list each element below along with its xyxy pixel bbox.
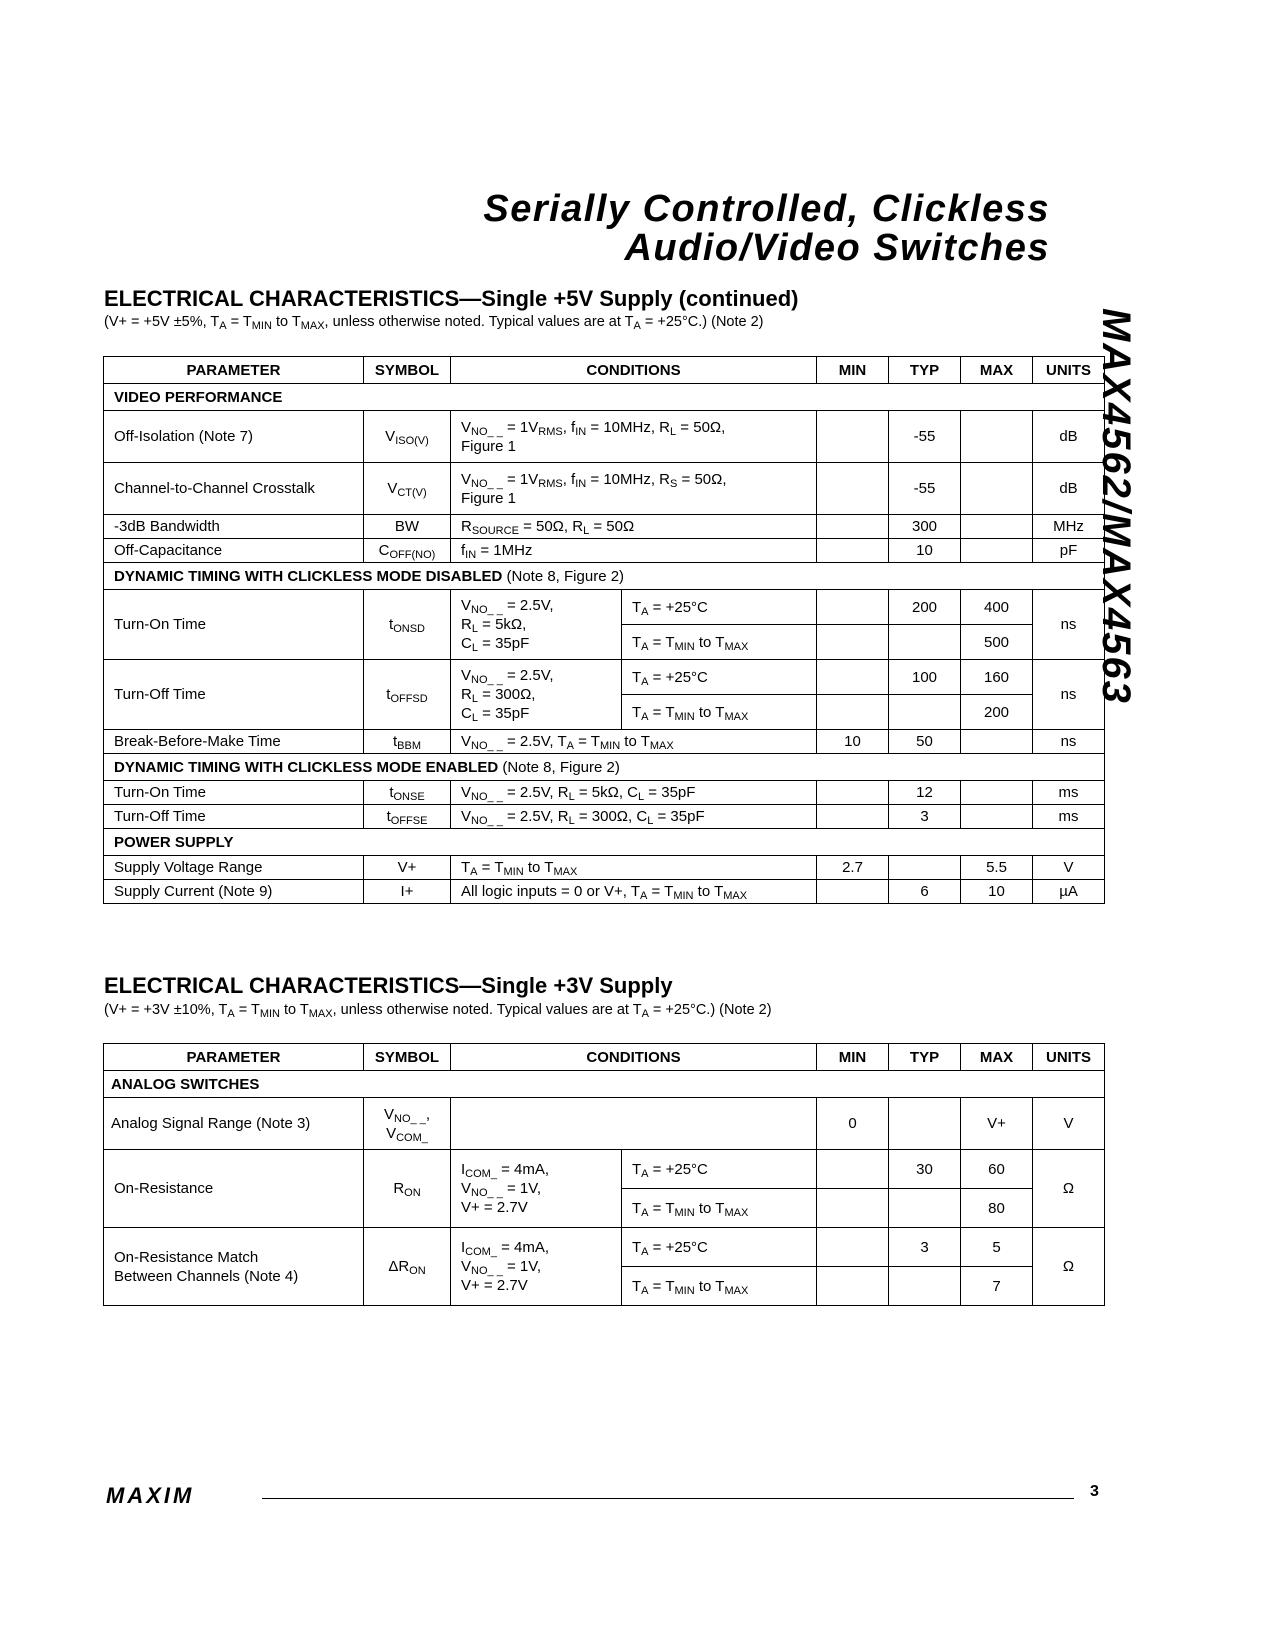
header-units: UNITS <box>1033 357 1105 384</box>
maxim-logo <box>106 1486 248 1511</box>
param-cell: Off-Capacitance <box>104 539 364 563</box>
max-cell: 5.5 <box>961 856 1033 880</box>
table-row <box>104 590 1105 625</box>
conditions-cell: All logic inputs = 0 or V+, $T_A = T_{MIN}$ to $T_{MAX}$ <box>451 880 817 904</box>
max-cell: 80 <box>961 1189 1033 1228</box>
conditions-cell: $V_{NO\_ \_} = 2.5V$, $R_L = 300\Omega$, $C_L = 35pF$ <box>451 805 817 829</box>
table-row <box>104 463 1105 515</box>
min-cell: 0 <box>817 1098 889 1150</box>
conditions-cell: $R_{SOURCE} = 50\Omega$, $R_L = 50\Omega$ <box>451 515 817 539</box>
units-cell: ns <box>1033 660 1105 730</box>
max-cell: 200 <box>961 695 1033 730</box>
typ-cell: 6 <box>889 880 961 904</box>
min-cell <box>817 1189 889 1228</box>
header-max: MAX <box>961 357 1033 384</box>
group-video-performance: VIDEO PERFORMANCE <box>104 384 1105 411</box>
units-cell: ns <box>1033 590 1105 660</box>
table-row <box>104 515 1105 539</box>
section-heading-5v: ELECTRICAL CHARACTERISTICS—Single +5V Supply (continued) <box>104 286 799 311</box>
param-cell: Supply Voltage Range <box>104 856 364 880</box>
symbol-cell: $V_{NO\_ \_}$, $V_{COM\_}$ <box>364 1098 451 1150</box>
header-min: MIN <box>817 357 889 384</box>
param-cell: Turn-Off Time <box>104 805 364 829</box>
header-typ: TYP <box>889 357 961 384</box>
param-cell: Turn-On Time <box>104 781 364 805</box>
table-row <box>104 856 1105 880</box>
param-cell: Off-Isolation (Note 7) <box>104 411 364 463</box>
conditions-cell: $V_{NO\_ \_} = 2.5V$, $R_L = 5k\Omega$, $C_L = 35pF$ <box>451 781 817 805</box>
header-min: MIN <box>817 1044 889 1071</box>
table-row <box>104 781 1105 805</box>
symbol-cell: $t_{ONSD}$ <box>364 590 451 660</box>
min-cell <box>817 805 889 829</box>
typ-cell: 3 <box>889 1228 961 1267</box>
max-cell: 160 <box>961 660 1033 695</box>
conditions-cell: $T_A = T_{MIN}$ to $T_{MAX}$ <box>451 856 817 880</box>
units-cell: V <box>1033 856 1105 880</box>
units-cell: Ω <box>1033 1228 1105 1306</box>
max-cell: 7 <box>961 1267 1033 1306</box>
temp-condition-cell: $T_A = +25^\circ C$ <box>622 660 817 695</box>
symbol-cell: $t_{OFFSD}$ <box>364 660 451 730</box>
param-cell: -3dB Bandwidth <box>104 515 364 539</box>
typ-cell: 100 <box>889 660 961 695</box>
max-cell <box>961 730 1033 754</box>
table-row <box>104 730 1105 754</box>
typ-cell <box>889 1189 961 1228</box>
typ-cell: -55 <box>889 463 961 515</box>
typ-cell <box>889 625 961 660</box>
group-analog-switches: ANALOG SWITCHES <box>104 1071 1105 1098</box>
max-cell <box>961 539 1033 563</box>
group-dynamic-disabled: DYNAMIC TIMING WITH CLICKLESS MODE DISABLED (Note 8, Figure 2) <box>104 563 1105 590</box>
header-symbol: SYMBOL <box>364 357 451 384</box>
min-cell <box>817 539 889 563</box>
conditions-cell: $I_{COM\_} = 4mA$, $V_{NO\_ \_} = 1V$, V+ = 2.7V <box>451 1150 622 1228</box>
temp-condition-cell: $T_A = +25^\circ C$ <box>622 1150 817 1189</box>
group-row <box>104 829 1105 856</box>
max-cell <box>961 411 1033 463</box>
symbol-cell: V+ <box>364 856 451 880</box>
min-cell <box>817 880 889 904</box>
symbol-cell: $t_{BBM}$ <box>364 730 451 754</box>
header-parameter: PARAMETER <box>104 1044 364 1071</box>
page-number: 3 <box>1090 1483 1099 1500</box>
param-cell: Turn-Off Time <box>104 660 364 730</box>
typ-cell: 200 <box>889 590 961 625</box>
table-row <box>104 411 1105 463</box>
table-row <box>104 539 1105 563</box>
param-cell: Break-Before-Make Time <box>104 730 364 754</box>
min-cell <box>817 781 889 805</box>
table-row <box>104 1228 1105 1267</box>
units-cell: ns <box>1033 730 1105 754</box>
conditions-cell: $I_{COM\_} = 4mA$, $V_{NO\_ \_} = 1V$, V+ = 2.7V <box>451 1228 622 1306</box>
typ-cell <box>889 856 961 880</box>
max-cell: 400 <box>961 590 1033 625</box>
header-max: MAX <box>961 1044 1033 1071</box>
typ-cell: 50 <box>889 730 961 754</box>
temp-condition-cell: $T_A = +25^\circ C$ <box>622 590 817 625</box>
table-row <box>104 1150 1105 1189</box>
min-cell <box>817 1150 889 1189</box>
table-row <box>104 880 1105 904</box>
table-row <box>104 805 1105 829</box>
group-row <box>104 754 1105 781</box>
group-row <box>104 384 1105 411</box>
min-cell: 2.7 <box>817 856 889 880</box>
units-cell: Ω <box>1033 1150 1105 1228</box>
conditions-cell: $V_{NO\_ \_} = 2.5V$, $R_L = 5k\Omega$, $C_L = 35pF$ <box>451 590 622 660</box>
header-conditions: CONDITIONS <box>451 1044 817 1071</box>
max-cell <box>961 515 1033 539</box>
electrical-characteristics-table-5v <box>103 356 1105 904</box>
min-cell <box>817 590 889 625</box>
symbol-cell: $V_{ISO(V)}$ <box>364 411 451 463</box>
symbol-cell: $t_{OFFSE}$ <box>364 805 451 829</box>
min-cell <box>817 625 889 660</box>
min-cell <box>817 515 889 539</box>
side-part-number: MAX4562/MAX4563 <box>1094 308 1138 705</box>
max-cell: 5 <box>961 1228 1033 1267</box>
units-cell: ms <box>1033 781 1105 805</box>
min-cell <box>817 1267 889 1306</box>
header-units: UNITS <box>1033 1044 1105 1071</box>
header-conditions: CONDITIONS <box>451 357 817 384</box>
units-cell: µA <box>1033 880 1105 904</box>
maxim-logo-mark <box>106 1486 248 1506</box>
temp-condition-cell: $T_A = +25^\circ C$ <box>622 1228 817 1267</box>
symbol-cell: $t_{ONSE}$ <box>364 781 451 805</box>
units-cell: pF <box>1033 539 1105 563</box>
page-title <box>483 190 1050 268</box>
conditions-cell: $V_{NO\_ \_} = 2.5V$, $R_L = 300\Omega$, $C_L = 35pF$ <box>451 660 622 730</box>
typ-cell: 3 <box>889 805 961 829</box>
max-cell <box>961 805 1033 829</box>
temp-condition-cell: $T_A = T_{MIN}$ to $T_{MAX}$ <box>622 625 817 660</box>
section-conditions-3v: (V+ = +3V ±10%, $T_A = T_{MIN}$ to $T_{MAX}$, unless otherwise noted. Typical values are at $T_A = +25^\circ C$.) (Note 2) <box>104 1002 772 1020</box>
section-conditions-5v: (V+ = +5V ±5%, $T_A = T_{MIN}$ to $T_{MAX}$, unless otherwise noted. Typical values are at $T_A = +25^\circ C$.) (Note 2) <box>104 314 764 332</box>
param-cell: On-Resistance Match Between Channels (Note 4) <box>104 1228 364 1306</box>
min-cell <box>817 695 889 730</box>
param-cell: Turn-On Time <box>104 590 364 660</box>
table-header-row <box>104 357 1105 384</box>
conditions-cell <box>451 1098 817 1150</box>
min-cell <box>817 463 889 515</box>
page-title-line-2: Audio/Video Switches <box>624 227 1050 269</box>
group-row <box>104 1071 1105 1098</box>
min-cell <box>817 411 889 463</box>
temp-condition-cell: $T_A = T_{MIN}$ to $T_{MAX}$ <box>622 1267 817 1306</box>
units-cell: dB <box>1033 411 1105 463</box>
header-parameter: PARAMETER <box>104 357 364 384</box>
table-row <box>104 1098 1105 1150</box>
page-title-line-1: Serially Controlled, Clickless <box>483 188 1050 230</box>
units-cell: MHz <box>1033 515 1105 539</box>
table-row <box>104 660 1105 695</box>
min-cell <box>817 1228 889 1267</box>
conditions-cell: $V_{NO\_ \_} = 2.5V$, $T_A = T_{MIN}$ to $T_{MAX}$ <box>451 730 817 754</box>
param-cell: On-Resistance <box>104 1150 364 1228</box>
temp-condition-cell: $T_A = T_{MIN}$ to $T_{MAX}$ <box>622 695 817 730</box>
symbol-cell: $V_{CT(V)}$ <box>364 463 451 515</box>
max-cell: 60 <box>961 1150 1033 1189</box>
footer-rule <box>262 1498 1074 1499</box>
symbol-cell: BW <box>364 515 451 539</box>
param-cell: Analog Signal Range (Note 3) <box>104 1098 364 1150</box>
max-cell: 10 <box>961 880 1033 904</box>
units-cell: ms <box>1033 805 1105 829</box>
param-cell: Channel-to-Channel Crosstalk <box>104 463 364 515</box>
min-cell <box>817 660 889 695</box>
symbol-cell: $\Delta R_{ON}$ <box>364 1228 451 1306</box>
symbol-cell: $R_{ON}$ <box>364 1150 451 1228</box>
max-cell <box>961 781 1033 805</box>
typ-cell <box>889 1267 961 1306</box>
conditions-cell: $f_{IN} = 1MHz$ <box>451 539 817 563</box>
svg-text:MAXIM: MAXIM <box>106 1486 195 1506</box>
typ-cell <box>889 1098 961 1150</box>
typ-cell: 10 <box>889 539 961 563</box>
units-cell: V <box>1033 1098 1105 1150</box>
max-cell <box>961 463 1033 515</box>
typ-cell <box>889 695 961 730</box>
symbol-cell: I+ <box>364 880 451 904</box>
typ-cell: -55 <box>889 411 961 463</box>
table-header-row <box>104 1044 1105 1071</box>
max-cell: 500 <box>961 625 1033 660</box>
symbol-cell: $C_{OFF(NO)}$ <box>364 539 451 563</box>
param-cell: Supply Current (Note 9) <box>104 880 364 904</box>
conditions-cell: $V_{NO\_ \_} = 1V_{RMS}$, $f_{IN} = 10MHz$, $R_S = 50\Omega$, Figure 1 <box>451 463 817 515</box>
min-cell: 10 <box>817 730 889 754</box>
units-cell: dB <box>1033 463 1105 515</box>
section-heading-3v: ELECTRICAL CHARACTERISTICS—Single +3V Supply <box>104 973 673 998</box>
header-symbol: SYMBOL <box>364 1044 451 1071</box>
typ-cell: 300 <box>889 515 961 539</box>
group-power-supply: POWER SUPPLY <box>104 829 1105 856</box>
electrical-characteristics-table-3v <box>103 1043 1105 1306</box>
group-dynamic-enabled: DYNAMIC TIMING WITH CLICKLESS MODE ENABLED (Note 8, Figure 2) <box>104 754 1105 781</box>
temp-condition-cell: $T_A = T_{MIN}$ to $T_{MAX}$ <box>622 1189 817 1228</box>
header-typ: TYP <box>889 1044 961 1071</box>
max-cell: V+ <box>961 1098 1033 1150</box>
typ-cell: 30 <box>889 1150 961 1189</box>
conditions-cell: $V_{NO\_ \_} = 1V_{RMS}$, $f_{IN} = 10MHz$, $R_L = 50\Omega$, Figure 1 <box>451 411 817 463</box>
typ-cell: 12 <box>889 781 961 805</box>
group-row <box>104 563 1105 590</box>
